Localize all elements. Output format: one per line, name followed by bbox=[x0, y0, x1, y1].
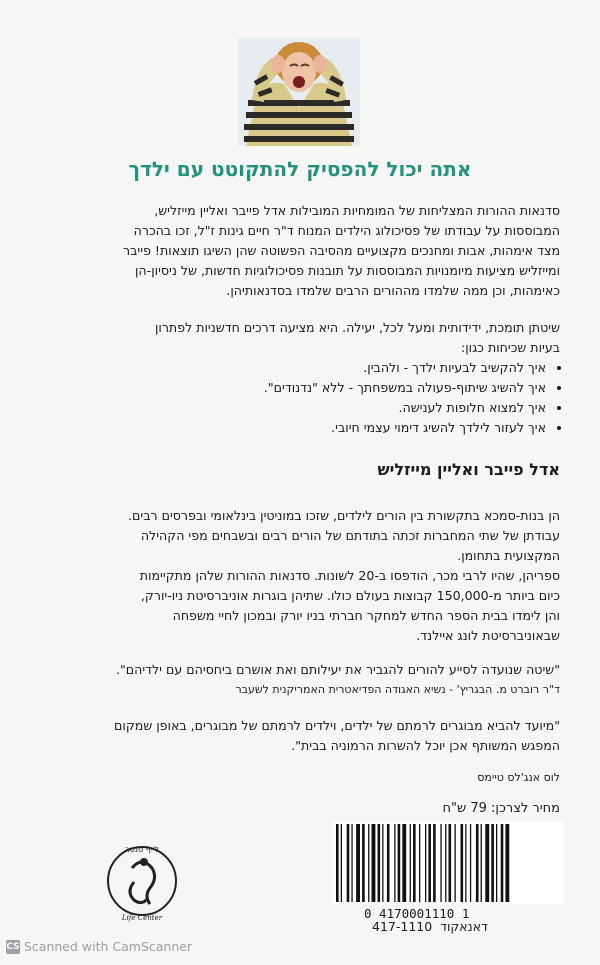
intro-line: סדנאות ההורות המצליחות של המומחיות המובילות אדל פייבר ואליין מייזליש, bbox=[154, 203, 560, 218]
scanner-watermark bbox=[6, 939, 192, 954]
barcode-bar bbox=[449, 824, 452, 902]
barcode-bar bbox=[476, 824, 479, 902]
authors-paragraph bbox=[40, 506, 560, 646]
barcode-bar bbox=[347, 824, 350, 902]
approach-section bbox=[40, 318, 560, 438]
price-label: מחיר לצרכן: 79 ש"ח bbox=[442, 801, 560, 816]
barcode-bar bbox=[433, 824, 436, 902]
barcode-bar bbox=[341, 824, 342, 902]
girl-illustration bbox=[238, 38, 360, 146]
life-center-logo-icon bbox=[104, 838, 180, 924]
intro-line: המבוססות על עבודתו של פסיכולוג הילדים המנוח ד"ר חיים גינות ז"ל, זכו בהכרה bbox=[133, 223, 560, 238]
authors-line: המקצועית בתחומן. bbox=[457, 548, 560, 563]
authors-line: והן לימדו בבית הספר החדש למחקר חברתי בניו יורק ובמכון לחיי משפחה bbox=[172, 608, 560, 623]
list-item: • איך להקשיב לבעיות ילדך - ולהבין. bbox=[40, 358, 546, 378]
approach-line: בעיות שכיחות כגון: bbox=[461, 340, 560, 355]
problems-list bbox=[40, 358, 560, 438]
barcode-bar bbox=[398, 824, 401, 902]
list-item: • איך למצוא חלופות לענישה. bbox=[40, 398, 546, 418]
barcode-bar bbox=[336, 824, 339, 902]
authors-line: שבאוניברסיטת לונג איילנד. bbox=[416, 628, 560, 643]
barcode-bar bbox=[485, 824, 489, 902]
list-item: • איך להשיג שיתוף-פעולה במשפחתך - ללא "נדנודים". bbox=[40, 378, 546, 398]
book-title: אתה יכול להפסיק להתקוטט עם ילדך bbox=[128, 157, 472, 181]
barcode-bar bbox=[351, 824, 352, 902]
authors-line: כיום ביותר מ-150,000 קבוצות בעולם כולו. שתיהן בוגרות אוניברסיטת ניו-יורק, bbox=[140, 588, 560, 603]
barcode-bar bbox=[394, 824, 395, 902]
quote-line: "מיועד להביא מבוגרים לרמתם של ילדים, וילדים לרמתם של מבוגרים, באופן שמקום bbox=[114, 718, 560, 733]
barcode-code bbox=[332, 919, 564, 934]
barcode-bar bbox=[505, 824, 509, 902]
barcode-bar bbox=[445, 824, 446, 902]
barcode-bar bbox=[413, 824, 416, 902]
barcode-digits: 0 4170001110 1 bbox=[364, 906, 470, 921]
intro-line: מצד אימהות, אבות ומחנכים מקצועיים מהסיבה הפשוטה שהן השיגו תוצאות! פייבר bbox=[123, 243, 560, 258]
mouth bbox=[293, 76, 305, 88]
logo-bottom-text: Life Center bbox=[121, 914, 163, 922]
authors-heading: אדל פייבר ואליין מייזליש bbox=[377, 460, 560, 479]
barcode-bar bbox=[362, 824, 365, 902]
authors-line: הן בנות-סמכא בתקשורת בין הורים לילדים, שזכו במוניטין בינלאומי ובפרסים רבים. bbox=[128, 508, 560, 523]
scanner-text: Scanned with CamScanner bbox=[24, 939, 193, 954]
approach-line: שיטתן תומכת, ידידותית ומעל לכל, יעילה. היא מציעה דרכים חדשניות לפתרון bbox=[154, 320, 560, 335]
barcode-icon bbox=[332, 822, 564, 904]
camscanner-icon: CS bbox=[6, 941, 20, 952]
quote-attribution: ד"ר רוברט מ. הבגריץ' - נשיא האגודה הפדיאטרית האמריקנית לשעבר bbox=[235, 683, 560, 696]
barcode-bar bbox=[419, 824, 420, 902]
barcode-bar bbox=[368, 824, 369, 902]
barcode-bar bbox=[372, 824, 376, 902]
quote-attribution: לוס אנג'לס טיימס bbox=[477, 771, 560, 784]
barcode-box bbox=[332, 822, 564, 934]
barcode-bar bbox=[461, 824, 464, 902]
barcode-bar bbox=[428, 824, 431, 902]
barcode-bar bbox=[425, 824, 426, 902]
barcode-bar bbox=[378, 824, 381, 902]
authors-line: ספריהן, שהיו לרבי מכר, הודפסו ב-20 לשונות. סדנאות ההורות שלהן מתקיימות bbox=[139, 568, 560, 583]
barcode-number: 417-1110 bbox=[372, 919, 433, 934]
barcode-bar bbox=[470, 824, 471, 902]
barcode-bar bbox=[440, 824, 441, 902]
authors-line: עבודתן של שתי המחברות זכתה בתודתם של הורים רבים ובשבחים מפי הקהילה bbox=[140, 528, 560, 543]
barcode-bar bbox=[491, 824, 494, 902]
quote-text: "שיטה שנועדה לסייע להורים להגביר את יעילותם ואת אושרם ביחסיהם עם ילדיהם". bbox=[115, 662, 560, 677]
intro-line: ומייזליש מציעות מיומנויות המבוססות על תובנות פסיכולוגיות חדשות, של ניסיון-הן bbox=[135, 263, 560, 278]
list-item: • איך לעזור לילדך להשיג דימוי עצמי חיובי. bbox=[40, 418, 546, 438]
barcode-bar bbox=[455, 824, 456, 902]
barcode-bar bbox=[382, 824, 383, 902]
quote-pediatric bbox=[60, 660, 560, 700]
quote-line: המפגש המשותף אכן יוכל להשרות הרמוניה בבית". bbox=[291, 738, 560, 753]
intro-line: כאימהות, וכן ממה שלמדו מההורים הרבים שלמדו בסדנאותיהן. bbox=[226, 283, 560, 298]
barcode-bar bbox=[501, 824, 504, 902]
cover-photo-screaming-girl bbox=[238, 38, 360, 146]
barcode-label: דאנאקוד bbox=[440, 919, 488, 934]
barcode-bar bbox=[465, 824, 466, 902]
barcode-bar bbox=[387, 824, 390, 902]
logo-top-text: לייף סנטר bbox=[125, 845, 159, 854]
barcode-bar bbox=[410, 824, 411, 902]
barcode-bar bbox=[481, 824, 482, 902]
intro-paragraph bbox=[40, 201, 560, 301]
barcode-bar bbox=[402, 824, 406, 902]
barcode-bar bbox=[356, 824, 360, 902]
barcode-bar bbox=[496, 824, 497, 902]
quote-la-times bbox=[40, 716, 560, 788]
